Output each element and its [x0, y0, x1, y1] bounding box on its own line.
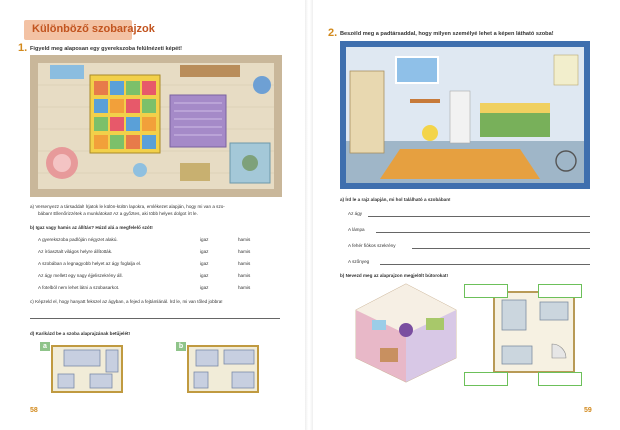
furniture-label-box-3[interactable]	[464, 372, 508, 386]
task2-prompt: Beszéld meg a padtársaddal, hogy milyen személyé lehet a képen látható szoba!	[340, 31, 554, 37]
furniture-label-box-2[interactable]	[538, 284, 582, 298]
item-label-2: A lámpa	[348, 227, 365, 232]
true-option-3[interactable]: igaz	[200, 261, 209, 266]
false-option-2[interactable]: hamis	[238, 249, 251, 254]
page-number-left: 58	[30, 407, 38, 414]
false-option-4[interactable]: hamis	[238, 273, 251, 278]
false-option-3[interactable]: hamis	[238, 261, 251, 266]
item-answer-line-4[interactable]	[380, 264, 590, 265]
item-answer-line-3[interactable]	[412, 248, 590, 249]
statement-1: A gyerekszoba padlóján négyzet alakú.	[38, 237, 118, 242]
section-title: Különböző szobarajzok	[32, 23, 155, 35]
left-page	[0, 0, 306, 430]
true-option-5[interactable]: igaz	[200, 285, 209, 290]
task2-a-prompt: a) Írd le a rajz alapján, mi hol található a szobában!	[340, 197, 451, 202]
floorplan-right	[492, 290, 576, 374]
true-option-4[interactable]: igaz	[200, 273, 209, 278]
task1-a-line2: bában! Ellenőrizzétek a munkátokat! Az a győztes, aki több helyes dolgot írt le.	[38, 211, 198, 216]
section-title-bar	[24, 20, 155, 40]
item-answer-line-1[interactable]	[368, 216, 590, 217]
true-option-1[interactable]: igaz	[200, 237, 209, 242]
task1-d-prompt: d) Karikázd be a szoba alaprajzának betűjelét!	[30, 331, 131, 336]
right-page	[312, 0, 620, 430]
statement-4: Az ágy mellett egy nagy éjjeliszekrény áll.	[38, 273, 123, 278]
task1-c-prompt: c) Képzeld el, hogy hanyatt fekszel az ágyban, a fejed a fejtámlánál. Írd le, mi van tőled jobbra!	[30, 299, 223, 304]
page-number-right: 59	[584, 407, 592, 414]
item-label-3: A fehér fiókos szekrény	[348, 243, 396, 248]
item-answer-line-2[interactable]	[376, 232, 590, 233]
floorplan-b[interactable]	[186, 344, 260, 394]
floorplan-option-a-label[interactable]: a	[40, 342, 50, 351]
room-topview-illustration	[30, 55, 282, 197]
isometric-room-illustration	[352, 282, 460, 384]
task1-prompt: Figyeld meg alaposan egy gyerekszoba felülnézeti képét!	[30, 46, 183, 52]
task2-b-prompt: b) Nevezd meg az alaprajzon megjelölt bútorokat!	[340, 273, 448, 278]
item-label-4: A szőnyeg	[348, 259, 370, 264]
task1-c-answer-line[interactable]	[30, 318, 280, 319]
furniture-label-box-4[interactable]	[538, 372, 582, 386]
task1-a-line1: a) Versenyezz a társaddal! Írjatok le külön-külön lapokra, emlékezet alapján, hogy mi van a szo-	[30, 204, 225, 209]
item-label-1: Az ágy	[348, 211, 363, 216]
statement-3: A szobában a legnagyobb helyet az ágy foglalja el.	[38, 261, 142, 266]
true-option-2[interactable]: igaz	[200, 249, 209, 254]
task2-number: 2.	[328, 27, 338, 39]
statement-5: A fotelból nem lehet látni a szobasarkot.	[38, 285, 120, 290]
task1-b-prompt: b) Igaz vagy hamis az állítás? Húzd alá a megfelelő szót!	[30, 225, 153, 230]
floorplan-a[interactable]	[50, 344, 124, 394]
room-illustration	[340, 41, 590, 189]
furniture-label-box-1[interactable]	[464, 284, 508, 298]
statement-2: Az íróasztalt világos helyre állították.	[38, 249, 113, 254]
floorplan-option-b-label[interactable]: b	[176, 342, 186, 351]
false-option-5[interactable]: hamis	[238, 285, 251, 290]
false-option-1[interactable]: hamis	[238, 237, 251, 242]
task1-number: 1.	[18, 42, 28, 54]
